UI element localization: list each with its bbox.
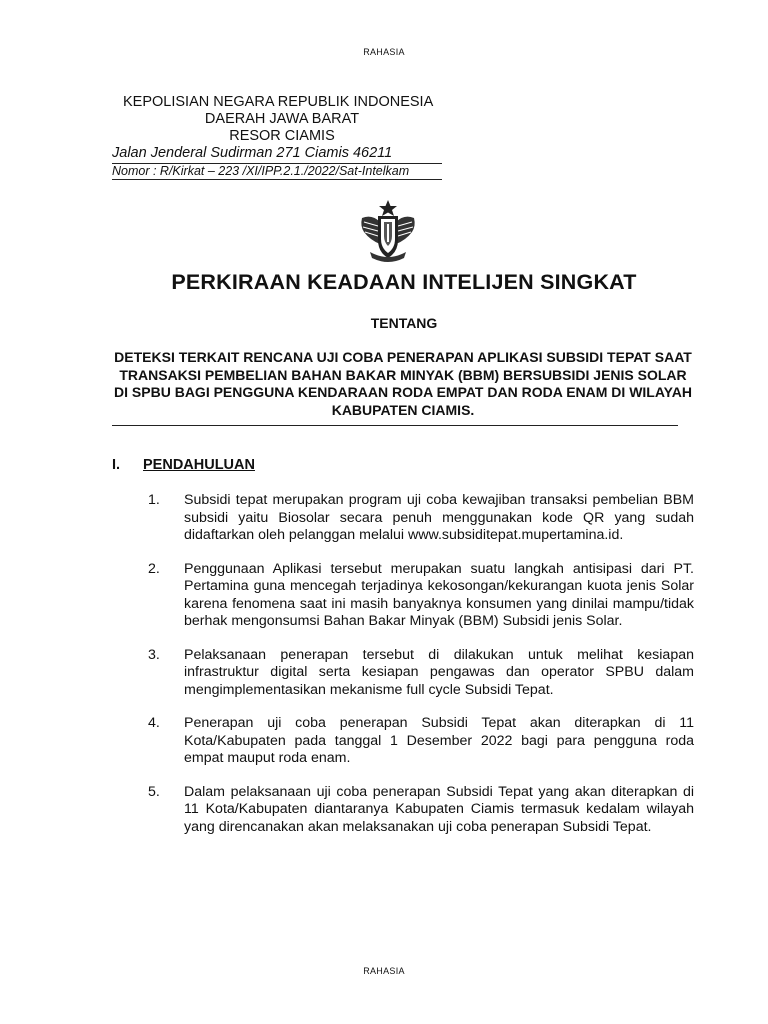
classification-footer: RAHASIA — [363, 966, 405, 976]
section-title: PENDAHULUAN — [143, 457, 255, 473]
list-item-number: 5. — [148, 783, 160, 800]
section-numeral: I. — [112, 457, 121, 473]
letterhead-address: Jalan Jenderal Sudirman 271 Ciamis 46211 — [112, 145, 442, 164]
list-item — [148, 561, 694, 631]
about-label: TENTANG — [370, 315, 438, 331]
list-item-number: 1. — [148, 492, 160, 508]
list-item-text: Penerapan uji coba penerapan Subsidi Tepat akan diterapkan di 11 Kota/Kabupaten pada tanggal 1 Desember 2022 bagi para pengguna roda empat mauput roda enam. — [184, 715, 694, 766]
list-item-text: Dalam pelaksanaan uji coba penerapan Subsidi Tepat yang akan diterapkan di 11 Kota/Kabupaten diantaranya Kabupaten Ciamis termasuk kedalam wilayah yang direncanakan akan melaksanakan uji coba penerapan Subsidi Tepat. — [184, 783, 694, 835]
letterhead — [112, 94, 452, 180]
document-number: Nomor : R/Kirkat – 223 /XI/IPP.2.1./2022/Sat-Intelkam — [112, 164, 442, 180]
letterhead-line1: KEPOLISIAN NEGARA REPUBLIK INDONESIA — [123, 94, 434, 110]
list-item-text: Pelaksanaan penerapan tersebut di dilakukan untuk melihat kesiapan infrastruktur digital serta kesiapan pengawas dan operator SPBU dalam mengimplementasikan mekanisme full cycle Subsidi Tepat. — [184, 646, 694, 698]
police-emblem-icon — [358, 200, 418, 264]
list-item — [148, 647, 694, 700]
letterhead-line2: DAERAH JAWA BARAT — [204, 111, 360, 127]
list-item — [148, 492, 694, 545]
letterhead-line3: RESOR CIAMIS — [229, 128, 335, 144]
list-item-text: Penggunaan Aplikasi tersebut merupakan suatu langkah antisipasi dari PT. Pertamina guna mencegah terjadinya kekosongan/kekurangan kuota jenis Solar karena fenomena saat ini masih banyaknya konsumen yang dinilai mampu/tidak berhak mengonsumsi Bahan Bakar Minyak (BBM) Subsidi jenis Solar. — [184, 560, 694, 629]
section-heading — [112, 457, 255, 473]
subject-divider — [112, 425, 678, 426]
list-item — [148, 715, 694, 768]
classification-header: RAHASIA — [363, 47, 405, 57]
list-item-text: Subsidi tepat merupakan program uji coba kewajiban transaksi pembelian BBM subsidi yaitu Biosolar secara penuh menggunakan kode QR yang sudah didaftarkan oleh pelanggan melalui www.subsiditepat.mupertamina.id. — [184, 492, 694, 543]
introduction-list — [148, 492, 694, 852]
list-item-number: 2. — [148, 560, 160, 577]
list-item-number: 3. — [148, 646, 160, 663]
list-item — [148, 784, 694, 837]
list-item-number: 4. — [148, 715, 160, 731]
document-subject: DETEKSI TERKAIT RENCANA UJI COBA PENERAPAN APLIKASI SUBSIDI TEPAT SAAT TRANSAKSI PEMBELIAN BAHAN BAKAR MINYAK (BBM) BERSUBSIDI JENIS SOLAR DI SPBU BAGI PENGGUNA KENDARAAN RODA EMPAT DAN RODA ENAM DI WILAYAH KABUPATEN CIAMIS. — [114, 349, 692, 418]
document-title: PERKIRAAN KEADAAN INTELIJEN SINGKAT — [171, 270, 637, 294]
